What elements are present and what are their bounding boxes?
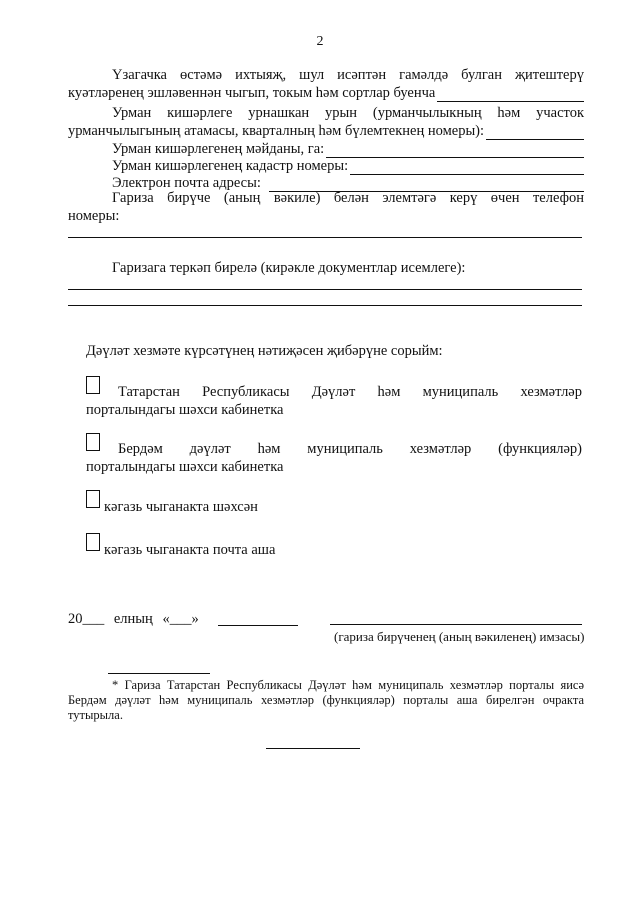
quote-open: « [162,611,170,627]
option2-checkbox[interactable] [86,433,100,451]
location-fill-line[interactable] [486,125,584,140]
month-fill-line[interactable] [218,625,298,626]
attachments-line-1[interactable] [68,289,582,290]
area-fill-line[interactable] [326,143,584,158]
phone-line2: номеры: [68,208,120,224]
paragraph2-line2: урманчылыгының атамасы, кварталның һәм бүлемтекнең номеры): [68,123,485,139]
option2-line2: порталындагы шәхси кабинетка [86,459,284,475]
attachments-line-2[interactable] [68,305,582,306]
option2-line1: Бердәм дәүләт һәм муниципаль хезмәтләр (функцияләр) [118,441,582,457]
option1-checkbox[interactable] [86,376,100,394]
page-number: 2 [316,34,324,49]
cadastre-row [112,157,584,175]
day-blank[interactable]: ___ [169,611,192,627]
paragraph1-line1: Үзагачка өстәмә ихтыяҗ, шул исәптән гамәлдә булган җитештерү [112,67,584,83]
paragraph1-line2-row [68,84,584,102]
species-fill-line[interactable] [437,87,584,102]
option1-line2: порталындагы шәхси кабинетка [86,402,284,418]
paragraph2-line1: Урман кишәрлеге урнашкан урын (урманчылыкның һәм участок [112,105,584,121]
delivery-heading: Дәүләт хезмәте күрсәтүнең нәтиҗәсен җибәрүне сорыйм: [86,343,443,359]
cadastre-label: Урман кишәрлегенең кадастр номеры: [112,158,349,174]
phone-fill-line[interactable] [68,237,582,238]
option4-checkbox[interactable] [86,533,100,551]
signature-line[interactable] [330,624,582,625]
footnote-line3: тутырыла. [68,708,123,722]
signature-caption: (гариза бирүченең (аның вәкиленең) имзасы) [334,629,585,644]
attachments-label: Гаризага теркәп бирелә (кирәкле документлар исемлеге): [112,260,466,276]
area-row [112,140,584,158]
footnote-line2: Бердәм дәүләт һәм муниципаль хезмәтләр (функцияләр) порталы аша бирелгән очракта [68,693,584,707]
phone-line1: Гариза бирүче (аның вәкиле) белән элемтәгә керү өчен телефон [112,190,584,206]
option3-label: кәгазь чыганакта шәхсән [104,499,258,515]
year-prefix: 20 [68,611,83,627]
paragraph1-line2: куәтләренең эшләвеннән чыгып, токым һәм сортлар буенча [68,85,436,101]
cadastre-fill-line[interactable] [350,160,584,175]
end-separator [266,748,360,749]
date-row [68,610,199,628]
footnote-line1: * Гариза Татарстан Республикасы Дәүләт һәм муниципаль хезмәтләр порталы яисә [112,678,584,692]
paragraph2-line2-row [68,122,584,140]
year-blank[interactable]: ___ [82,611,105,627]
option4-label: кәгазь чыганакта почта аша [104,542,276,558]
footnote-separator [108,673,210,674]
option3-checkbox[interactable] [86,490,100,508]
year-word: елның [113,611,153,627]
quote-close: » [191,611,199,627]
email-label: Электрон почта адресы: [112,175,261,191]
area-label: Урман кишәрлегенең мәйданы, га: [112,141,325,157]
option1-line1: Татарстан Республикасы Дәүләт һәм муниципаль хезмәтләр [118,384,582,400]
